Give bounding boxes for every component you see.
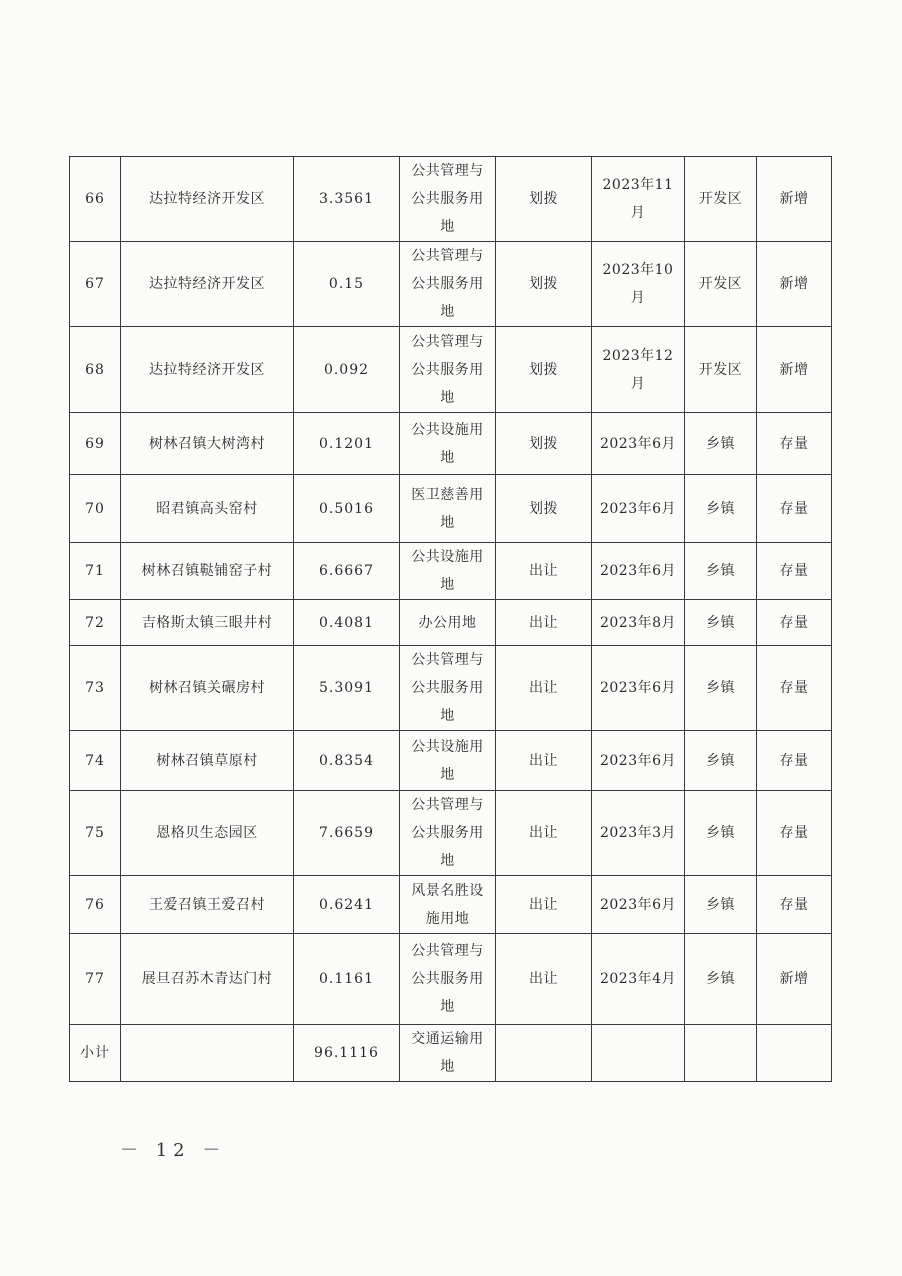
table-row (70, 327, 832, 413)
table-row (70, 242, 832, 327)
cell-type: 新增 (757, 157, 832, 242)
table-row (70, 731, 832, 791)
cell-type: 存量 (757, 646, 832, 731)
cell-no: 70 (70, 475, 121, 543)
cell-location: 王爱召镇王爱召村 (121, 876, 294, 934)
cell-use: 公共管理与公共服务用地 (400, 934, 496, 1025)
cell-date: 2023年10月 (592, 242, 685, 327)
cell-no: 69 (70, 413, 121, 475)
table-row (70, 413, 832, 475)
cell-method (496, 1025, 592, 1082)
cell-method: 划拨 (496, 242, 592, 327)
cell-location: 树林召镇鞑铺窑子村 (121, 543, 294, 600)
cell-type: 存量 (757, 475, 832, 543)
cell-location: 达拉特经济开发区 (121, 242, 294, 327)
cell-region: 乡镇 (685, 791, 757, 876)
cell-area: 96.1116 (294, 1025, 400, 1082)
cell-region: 乡镇 (685, 646, 757, 731)
cell-method: 出让 (496, 543, 592, 600)
cell-use: 公共管理与公共服务用地 (400, 327, 496, 413)
cell-method: 出让 (496, 646, 592, 731)
cell-method: 出让 (496, 791, 592, 876)
cell-area: 0.6241 (294, 876, 400, 934)
cell-location: 树林召镇草原村 (121, 731, 294, 791)
cell-date: 2023年12月 (592, 327, 685, 413)
cell-date: 2023年4月 (592, 934, 685, 1025)
cell-type: 存量 (757, 876, 832, 934)
cell-region: 乡镇 (685, 934, 757, 1025)
cell-method: 出让 (496, 876, 592, 934)
cell-no: 66 (70, 157, 121, 242)
cell-location: 树林召镇大树湾村 (121, 413, 294, 475)
cell-type (757, 1025, 832, 1082)
cell-method: 划拨 (496, 157, 592, 242)
table-row (70, 475, 832, 543)
cell-no: 75 (70, 791, 121, 876)
cell-date: 2023年6月 (592, 646, 685, 731)
cell-location: 展旦召苏木青达门村 (121, 934, 294, 1025)
cell-date: 2023年6月 (592, 543, 685, 600)
table-row (70, 543, 832, 600)
cell-no: 77 (70, 934, 121, 1025)
cell-region: 开发区 (685, 157, 757, 242)
table-row (70, 876, 832, 934)
cell-region: 开发区 (685, 327, 757, 413)
cell-type: 存量 (757, 413, 832, 475)
cell-use: 公共设施用地 (400, 413, 496, 475)
cell-date: 2023年6月 (592, 876, 685, 934)
cell-date: 2023年6月 (592, 731, 685, 791)
cell-no: 73 (70, 646, 121, 731)
cell-type: 新增 (757, 934, 832, 1025)
table-row (70, 646, 832, 731)
cell-no: 67 (70, 242, 121, 327)
cell-location: 树林召镇关碾房村 (121, 646, 294, 731)
cell-method: 划拨 (496, 327, 592, 413)
cell-area: 0.092 (294, 327, 400, 413)
table-row (70, 791, 832, 876)
cell-location: 达拉特经济开发区 (121, 157, 294, 242)
cell-no: 74 (70, 731, 121, 791)
table-row (70, 934, 832, 1025)
cell-date: 2023年11月 (592, 157, 685, 242)
cell-location: 达拉特经济开发区 (121, 327, 294, 413)
cell-region (685, 1025, 757, 1082)
table-row (70, 600, 832, 646)
cell-area: 0.5016 (294, 475, 400, 543)
page-number: － 12 － (120, 1140, 227, 1161)
cell-use: 公共管理与公共服务用地 (400, 791, 496, 876)
land-supply-table (69, 156, 832, 1082)
cell-region: 乡镇 (685, 731, 757, 791)
cell-type: 存量 (757, 731, 832, 791)
cell-area: 6.6667 (294, 543, 400, 600)
cell-no: 小计 (70, 1025, 121, 1082)
cell-method: 划拨 (496, 413, 592, 475)
cell-method: 划拨 (496, 475, 592, 543)
cell-location: 昭君镇高头窑村 (121, 475, 294, 543)
cell-date (592, 1025, 685, 1082)
cell-date: 2023年6月 (592, 413, 685, 475)
table-body (70, 157, 832, 1082)
cell-area: 0.15 (294, 242, 400, 327)
cell-use: 公共设施用地 (400, 731, 496, 791)
cell-use: 风景名胜设施用地 (400, 876, 496, 934)
cell-area: 5.3091 (294, 646, 400, 731)
cell-region: 乡镇 (685, 876, 757, 934)
cell-type: 新增 (757, 242, 832, 327)
cell-method: 出让 (496, 731, 592, 791)
cell-area: 7.6659 (294, 791, 400, 876)
cell-use: 公共管理与公共服务用地 (400, 157, 496, 242)
cell-region: 乡镇 (685, 475, 757, 543)
cell-location (121, 1025, 294, 1082)
cell-type: 新增 (757, 327, 832, 413)
cell-type: 存量 (757, 791, 832, 876)
table-row (70, 1025, 832, 1082)
cell-region: 乡镇 (685, 413, 757, 475)
cell-use: 医卫慈善用地 (400, 475, 496, 543)
cell-no: 71 (70, 543, 121, 600)
cell-area: 3.3561 (294, 157, 400, 242)
cell-use: 办公用地 (400, 600, 496, 646)
cell-no: 76 (70, 876, 121, 934)
cell-date: 2023年3月 (592, 791, 685, 876)
cell-location: 恩格贝生态园区 (121, 791, 294, 876)
cell-region: 乡镇 (685, 600, 757, 646)
cell-date: 2023年6月 (592, 475, 685, 543)
cell-date: 2023年8月 (592, 600, 685, 646)
cell-use: 公共管理与公共服务用地 (400, 646, 496, 731)
table-row (70, 157, 832, 242)
cell-use: 交通运输用地 (400, 1025, 496, 1082)
cell-method: 出让 (496, 934, 592, 1025)
cell-no: 72 (70, 600, 121, 646)
cell-no: 68 (70, 327, 121, 413)
cell-area: 0.1201 (294, 413, 400, 475)
cell-use: 公共设施用地 (400, 543, 496, 600)
cell-type: 存量 (757, 600, 832, 646)
cell-area: 0.8354 (294, 731, 400, 791)
cell-location: 吉格斯太镇三眼井村 (121, 600, 294, 646)
cell-region: 乡镇 (685, 543, 757, 600)
cell-use: 公共管理与公共服务用地 (400, 242, 496, 327)
cell-region: 开发区 (685, 242, 757, 327)
cell-method: 出让 (496, 600, 592, 646)
cell-area: 0.1161 (294, 934, 400, 1025)
cell-type: 存量 (757, 543, 832, 600)
cell-area: 0.4081 (294, 600, 400, 646)
